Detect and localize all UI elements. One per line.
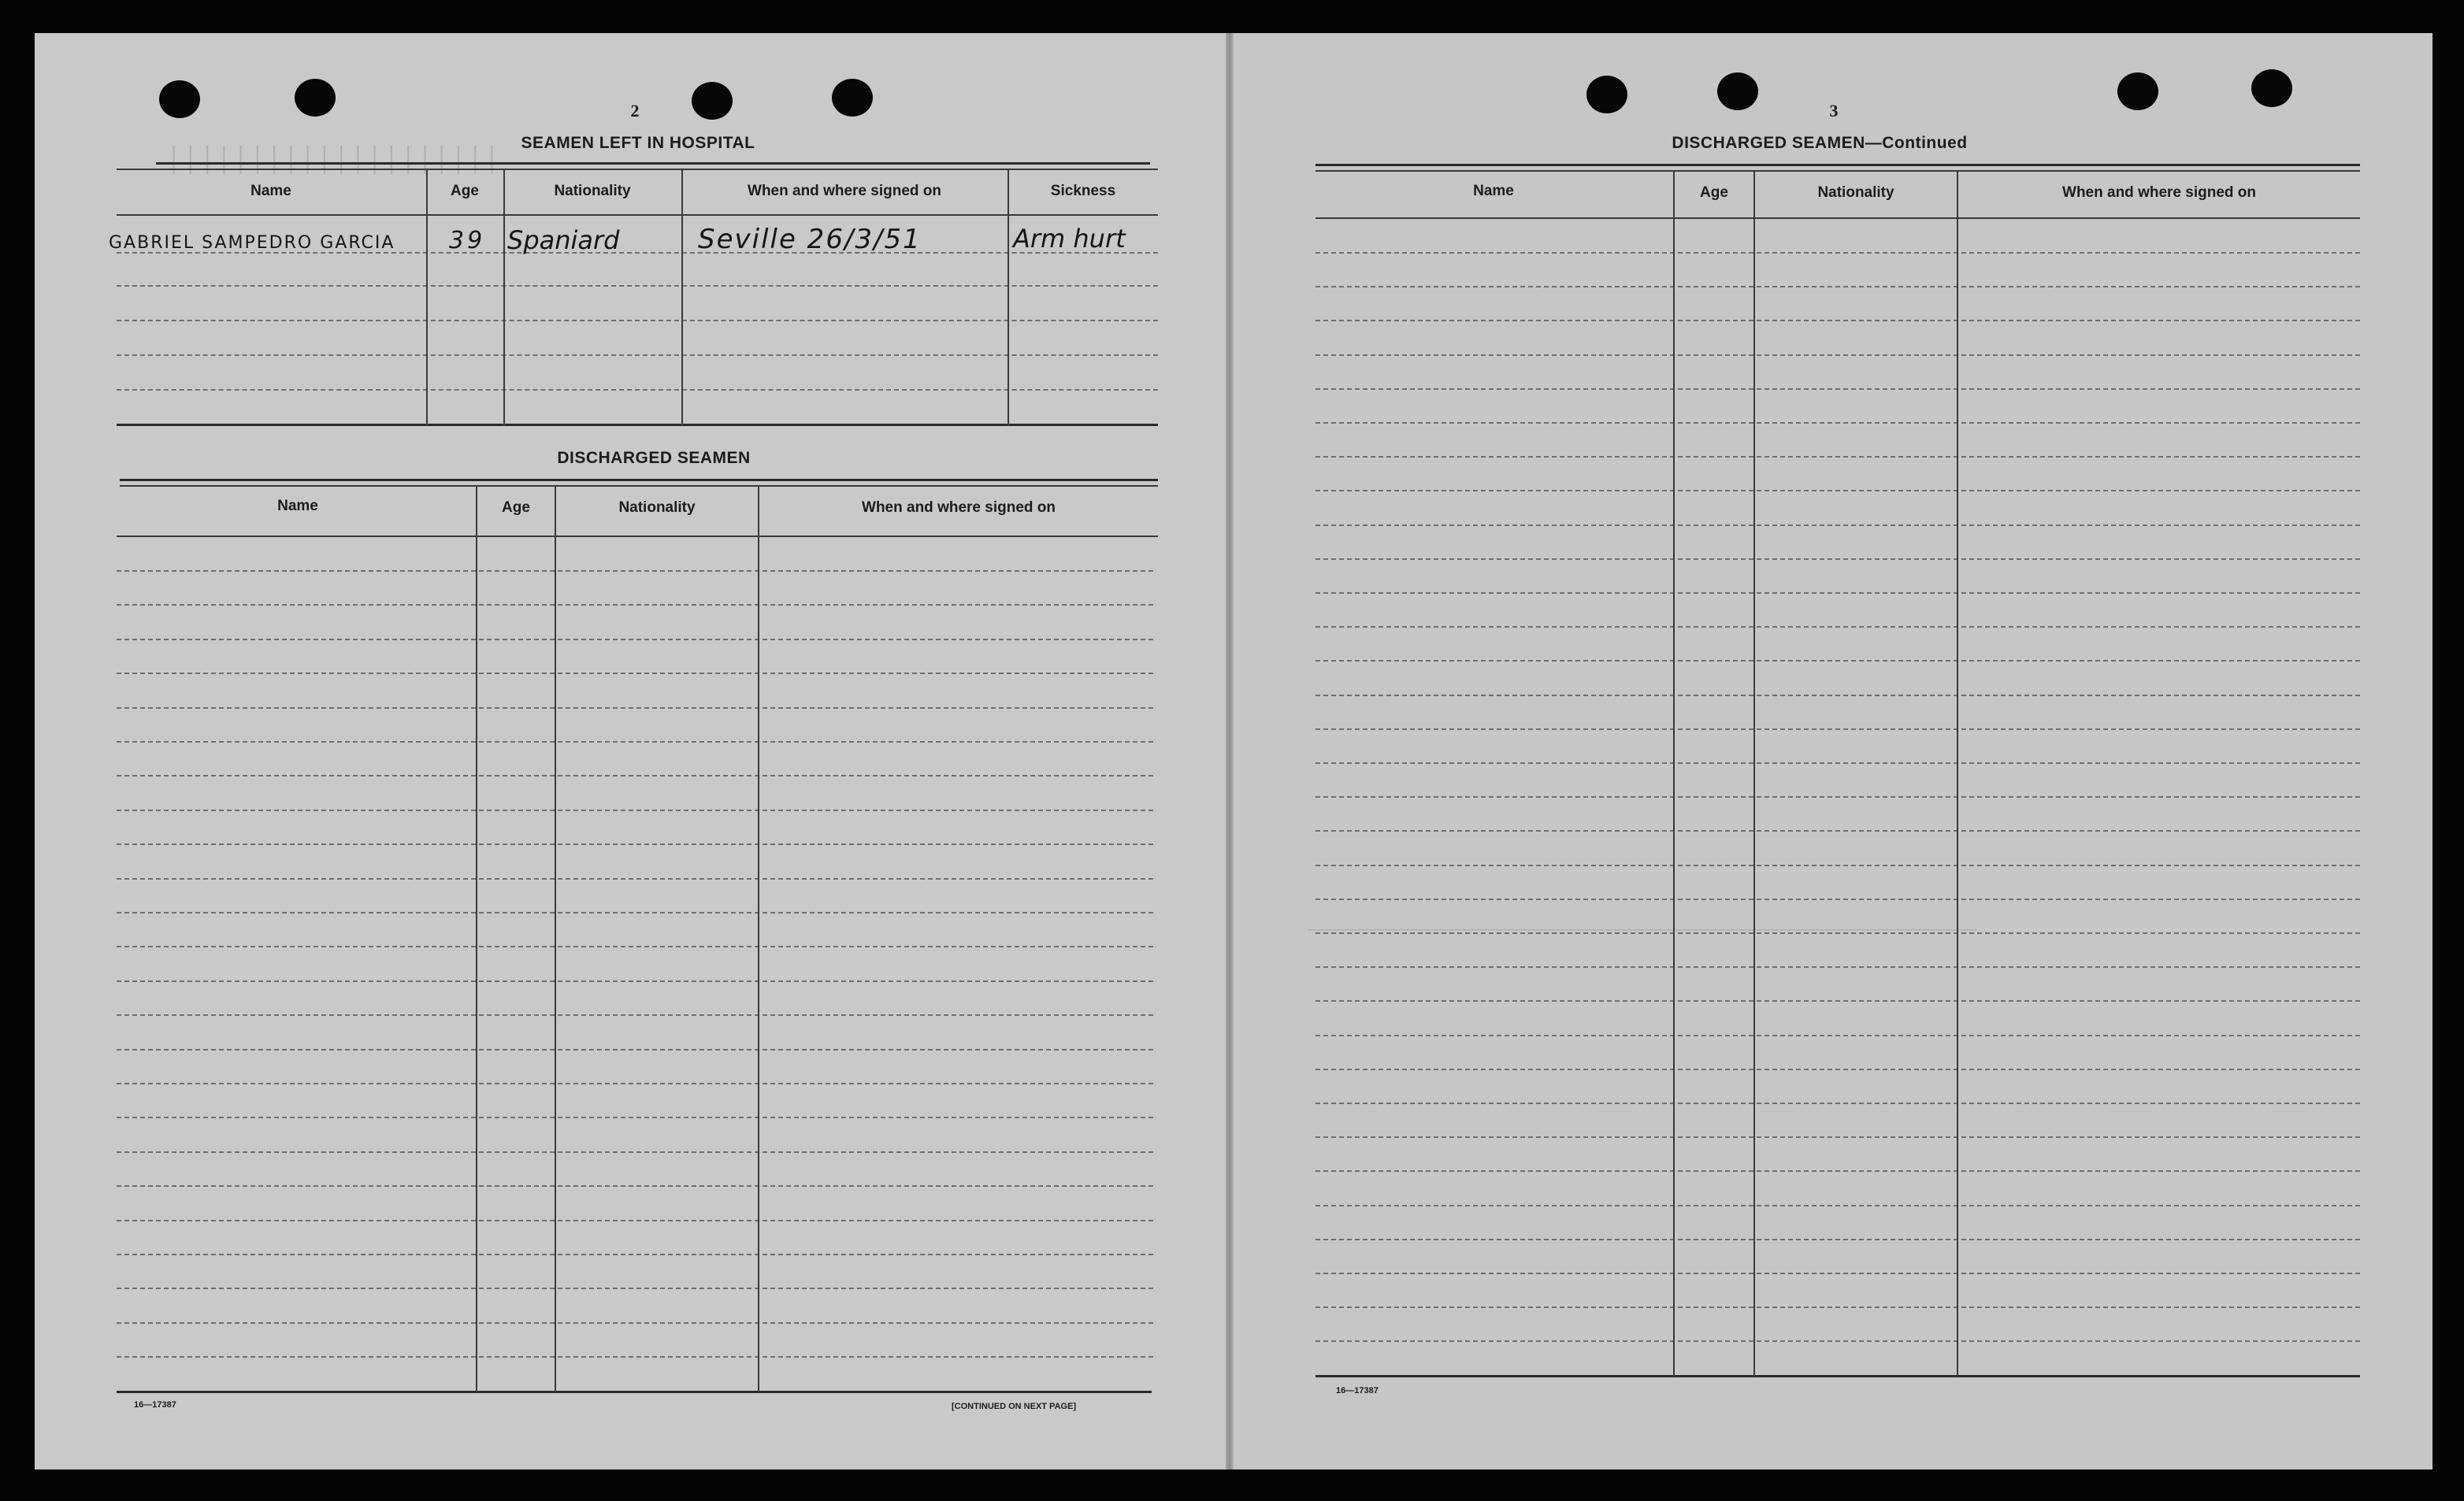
- row-rule: [1315, 456, 2360, 458]
- row-rule: [117, 570, 1153, 572]
- column-header-sickness: Sickness: [1050, 183, 1116, 199]
- row-rule: [117, 1185, 1153, 1187]
- punch-hole: [1586, 76, 1627, 113]
- row-rule: [1315, 524, 2360, 526]
- column-divider: [426, 169, 428, 425]
- row-rule: [117, 775, 1153, 776]
- column-divider: [503, 169, 505, 425]
- continued-note: [CONTINUED ON NEXT PAGE]: [952, 1402, 1077, 1411]
- column-divider: [1673, 170, 1675, 1377]
- section-title-discharged-continued: DISCHARGED SEAMEN—Continued: [1672, 134, 1968, 152]
- column-header-signed-on: When and where signed on: [2062, 184, 2256, 201]
- row-rule: [117, 1014, 1153, 1016]
- row-rule: [1315, 1069, 2360, 1070]
- row-rule: [1315, 1170, 2360, 1172]
- row-rule: [1315, 865, 2360, 866]
- column-header-nationality: Nationality: [1817, 184, 1894, 201]
- row-rule: [1315, 1103, 2360, 1104]
- row-rule: [1315, 1136, 2360, 1138]
- row-rule: [1315, 1035, 2360, 1036]
- row-rule: [1315, 660, 2360, 662]
- table-top-rule: [120, 485, 1158, 487]
- header-rule: [117, 214, 1158, 216]
- punch-hole: [692, 82, 733, 120]
- row-rule: [117, 843, 1153, 845]
- header-rule: [117, 536, 1158, 537]
- row-rule: [117, 354, 1158, 356]
- page-number: 3: [1829, 101, 1839, 120]
- column-divider: [476, 485, 477, 1392]
- column-header-name: Name: [250, 183, 291, 199]
- table-top-rule: [1315, 164, 2360, 166]
- row-rule: [117, 1117, 1153, 1118]
- right-page: [1230, 33, 2432, 1469]
- page-fold: [1226, 33, 1234, 1469]
- row-rule: [1315, 899, 2360, 900]
- row-rule: [1315, 422, 2360, 424]
- row-rule: [1315, 1205, 2360, 1206]
- column-header-name: Name: [1473, 183, 1514, 199]
- row-rule: [117, 1151, 1153, 1153]
- hospital-entry-sickness: Arm hurt: [1013, 224, 1126, 254]
- column-divider: [555, 485, 556, 1392]
- row-rule: [1315, 966, 2360, 968]
- row-rule: [1315, 728, 2360, 730]
- form-number: 16—17387: [1336, 1386, 1379, 1395]
- row-rule: [117, 320, 1158, 321]
- row-rule: [1315, 286, 2360, 287]
- column-header-signed-on: When and where signed on: [748, 183, 941, 199]
- row-rule: [117, 980, 1153, 982]
- row-rule: [1315, 388, 2360, 390]
- punch-hole: [295, 79, 336, 117]
- column-divider: [1007, 169, 1009, 425]
- punch-hole: [159, 80, 200, 118]
- page-number: 2: [630, 101, 640, 120]
- column-header-age: Age: [502, 499, 530, 516]
- row-rule: [1315, 1000, 2360, 1002]
- row-rule: [1315, 592, 2360, 594]
- punch-hole: [1717, 72, 1758, 110]
- row-rule: [117, 1288, 1153, 1289]
- column-header-name: Name: [277, 498, 318, 514]
- row-rule: [1315, 558, 2360, 560]
- punch-hole: [2117, 72, 2158, 110]
- punch-hole: [2251, 69, 2292, 107]
- row-rule: [117, 604, 1153, 606]
- row-rule: [1315, 830, 2360, 832]
- hospital-entry-nationality: Spaniard: [507, 225, 620, 255]
- row-rule: [1315, 354, 2360, 356]
- row-rule: [117, 912, 1153, 914]
- row-rule: [117, 1356, 1153, 1358]
- table-top-rule: [156, 162, 1150, 165]
- row-rule: [117, 1083, 1153, 1084]
- show-through-text: ││││││││││││││││││││: [165, 146, 501, 172]
- row-rule: [1315, 490, 2360, 491]
- column-header-signed-on: When and where signed on: [862, 499, 1056, 516]
- row-rule: [1315, 1273, 2360, 1274]
- column-header-nationality: Nationality: [618, 499, 696, 516]
- row-rule: [117, 741, 1153, 743]
- column-divider: [1957, 170, 1958, 1377]
- row-rule: [1315, 932, 2360, 934]
- row-rule: [1315, 320, 2360, 321]
- row-rule: [1315, 626, 2360, 628]
- row-rule: [117, 389, 1158, 391]
- hospital-entry-age: 39: [449, 227, 486, 254]
- row-rule: [1315, 1340, 2360, 1342]
- row-rule: [117, 285, 1158, 287]
- section-title-discharged: DISCHARGED SEAMEN: [557, 449, 751, 467]
- table-top-rule: [1315, 170, 2360, 172]
- table-bottom-rule: [1315, 1375, 2360, 1377]
- table-bottom-rule: [117, 424, 1158, 426]
- row-rule: [117, 878, 1153, 880]
- row-rule: [117, 639, 1153, 640]
- column-header-age: Age: [451, 183, 479, 199]
- table-bottom-rule: [117, 1391, 1152, 1393]
- row-rule: [117, 1322, 1153, 1324]
- row-rule: [117, 946, 1153, 947]
- table-top-rule: [120, 479, 1158, 481]
- form-number: 16—17387: [134, 1400, 176, 1410]
- row-rule: [1315, 1306, 2360, 1308]
- row-rule: [1315, 796, 2360, 798]
- punch-hole: [832, 79, 873, 117]
- row-rule: [117, 673, 1153, 674]
- row-rule: [1315, 1239, 2360, 1240]
- row-rule: [1315, 762, 2360, 764]
- column-divider: [681, 169, 683, 425]
- row-rule: [1315, 252, 2360, 254]
- section-title-hospital: SEAMEN LEFT IN HOSPITAL: [521, 134, 755, 152]
- column-header-age: Age: [1700, 184, 1728, 201]
- hospital-entry-signed-on: Seville 26/3/51: [698, 224, 922, 255]
- row-rule: [117, 1220, 1153, 1221]
- show-through-text: ────────────────────────────────────────────────────────────: [1308, 921, 1978, 939]
- row-rule: [117, 810, 1153, 811]
- column-divider: [1753, 170, 1755, 1377]
- column-divider: [758, 485, 759, 1392]
- column-header-nationality: Nationality: [554, 183, 631, 199]
- hospital-entry-name: GABRIEL SAMPEDRO GARCIA: [109, 233, 395, 253]
- table-top-rule: [117, 169, 1158, 170]
- row-rule: [117, 707, 1153, 709]
- row-rule: [117, 1049, 1153, 1051]
- row-rule: [117, 1254, 1153, 1255]
- row-rule: [1315, 695, 2360, 696]
- header-rule: [1315, 217, 2360, 219]
